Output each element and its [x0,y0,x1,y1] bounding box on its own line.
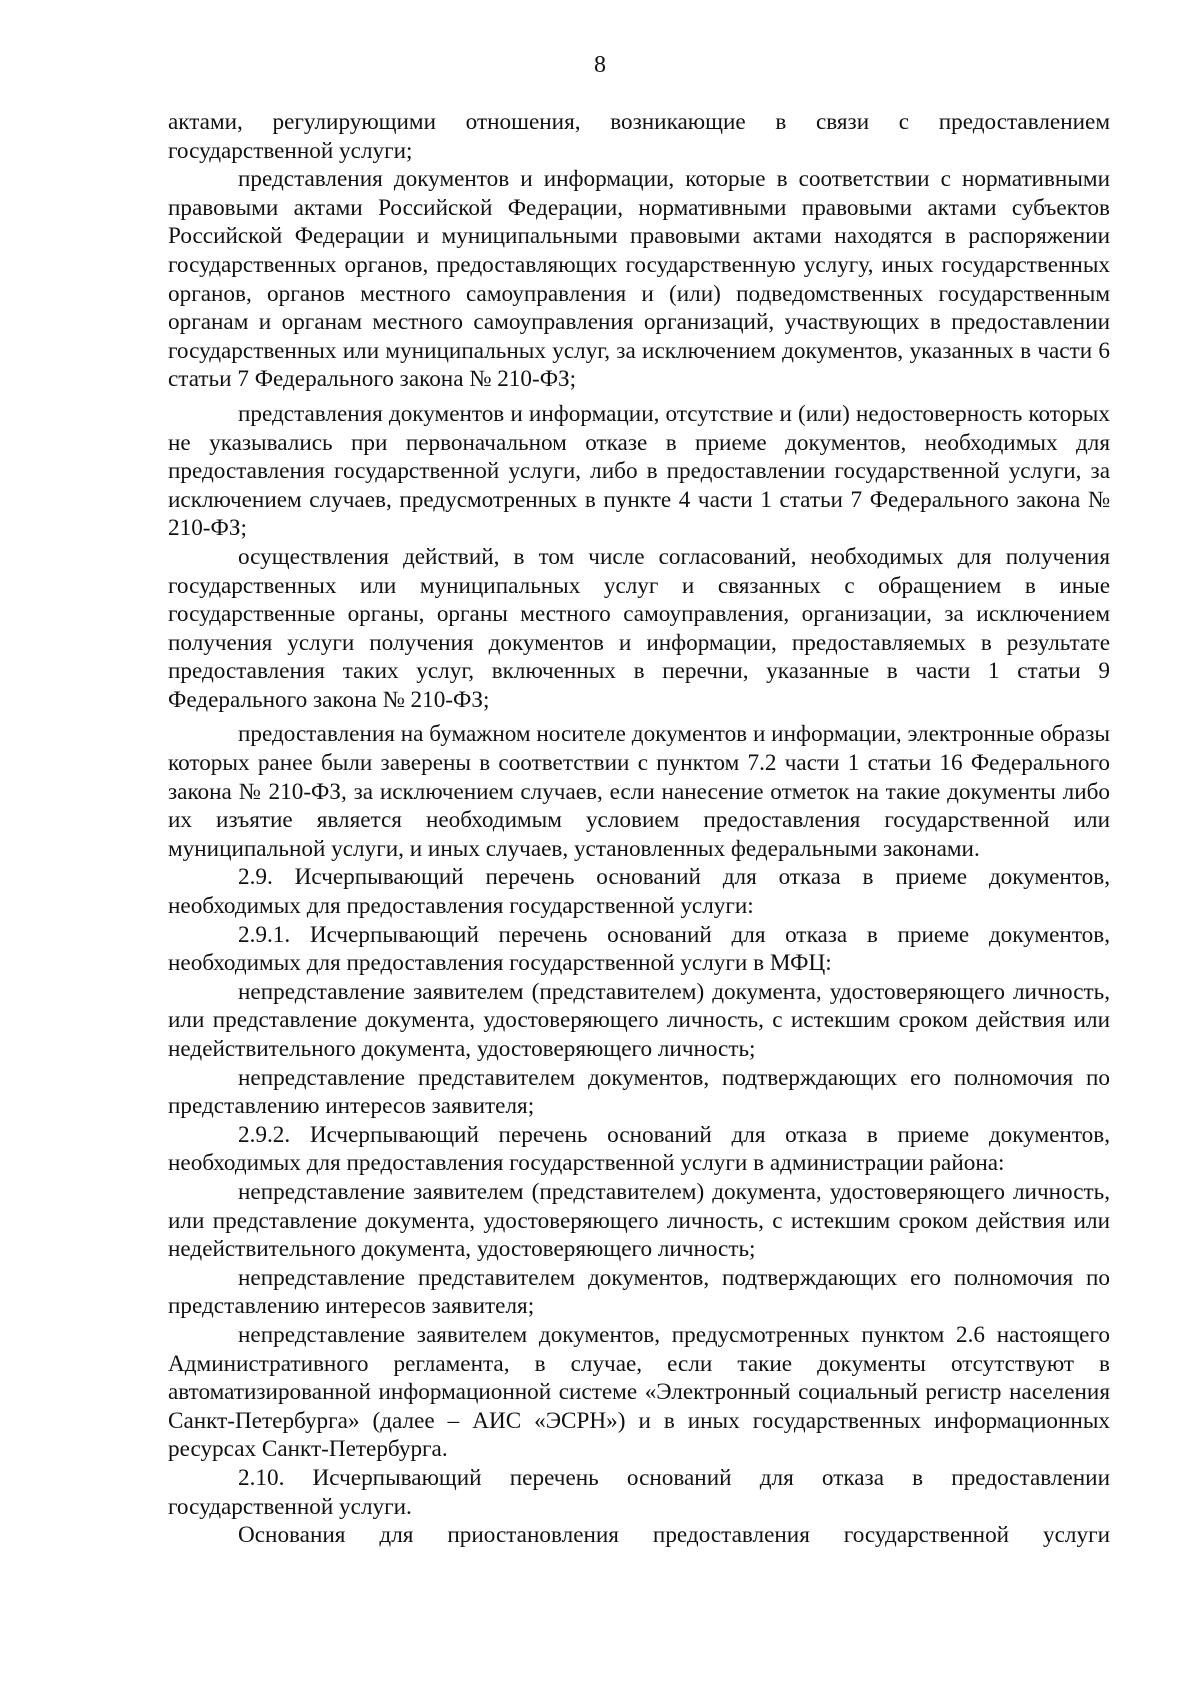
list-item-representative-mfc: непредставление представителем документов, подтверждающих его полномочия по представлению интересов заявителя; [168,1064,1110,1120]
paragraph-suspension-grounds: Основания для приостановления предоставления государственной услуги [238,1522,1110,1549]
paragraph-paper-documents: предоставления на бумажном носителе документов и информации, электронные образы которых ранее были заверены в соответствии с пунктом 7.2 части 1 статьи 16 Федерального закона № 210-ФЗ, за исключением случаев, если нанесение отметок на такие документы либо их изъятие является необходимым условием предоставления государственной или муниципальной услуги, и иных случаев, установленных федеральными законами. [168,721,1110,862]
section-2-9-2-heading: 2.9.2. Исчерпывающий перечень оснований для отказа в приеме документов, необходимых для предоставления государственной услуги в администрации района: [168,1121,1110,1177]
paragraph-documents-in-possession: представления документов и информации, которые в соответствии с нормативными правовыми актами Российской Федерации, нормативными правовыми актами субъектов Российской Федерации и муниципальными правовыми актами находятся в распоряжении государственных органов, предоставляющих государственную услугу, иных государственных органов, органов местного самоуправления и (или) подведомственных государственным органам и органам местного самоуправления организаций, участвующих в предоставлении государственных или муниципальных услуг, за исключением документов, указанных в части 6 статьи 7 Федерального закона № 210-ФЗ; [168,166,1110,393]
list-item-documents-aic-esrn: непредставление заявителем документов, предусмотренных пунктом 2.6 настоящего Административного регламента, в случае, если такие документы отсутствуют в автоматизированной информационной системе «Электронный социальный регистр населения Санкт-Петербурга» (далее – АИС «ЭСРН») и в иных государственных информационных ресурсах Санкт-Петербурга. [168,1321,1110,1463]
paragraph-continued-acts: актами, регулирующими отношения, возникающие в связи с предоставлением государственной услуги; [168,109,1110,164]
section-2-9-1-heading: 2.9.1. Исчерпывающий перечень оснований для отказа в приеме документов, необходимых для предоставления государственной услуги в МФЦ: [168,921,1110,977]
paragraph-actions-approvals: осуществления действий, в том числе согласований, необходимых для получения государственных или муниципальных услуг и связанных с обращением в иные государственные органы, органы местного самоуправления, организации, за исключением получения услуги получения документов и информации, предоставляемых в результате предоставления таких услуг, включенных в перечни, указанные в части 1 статьи 9 Федерального закона № 210-ФЗ; [168,543,1110,713]
list-item-id-document-mfc: непредставление заявителем (представителем) документа, удостоверяющего личность, или представление документа, удостоверяющего личность, с истекшим сроком действия или недействительного документа, удостоверяющего личность; [168,978,1110,1062]
page-number: 8 [594,52,606,78]
paragraph-documents-not-indicated: представления документов и информации, отсутствие и (или) недостоверность которых не указывались при первоначальном отказе в приеме документов, необходимых для предоставления государственной услуги, либо в предоставлении государственной услуги, за исключением случаев, предусмотренных в пункте 4 части 1 статьи 7 Федерального закона № 210-ФЗ; [168,400,1110,542]
section-2-9-heading: 2.9. Исчерпывающий перечень оснований для отказа в приеме документов, необходимых для предоставления государственной услуги: [168,864,1110,920]
list-item-representative-admin: непредставление представителем документов, подтверждающих его полномочия по представлению интересов заявителя; [168,1264,1110,1320]
section-2-10-heading: 2.10. Исчерпывающий перечень оснований для отказа в предоставлении государственной услуги. [168,1464,1110,1520]
document-body [168,108,1110,1550]
list-item-id-document-admin: непредставление заявителем (представителем) документа, удостоверяющего личность, или представление документа, удостоверяющего личность, с истекшим сроком действия или недействительного документа, удостоверяющего личность; [168,1178,1110,1263]
